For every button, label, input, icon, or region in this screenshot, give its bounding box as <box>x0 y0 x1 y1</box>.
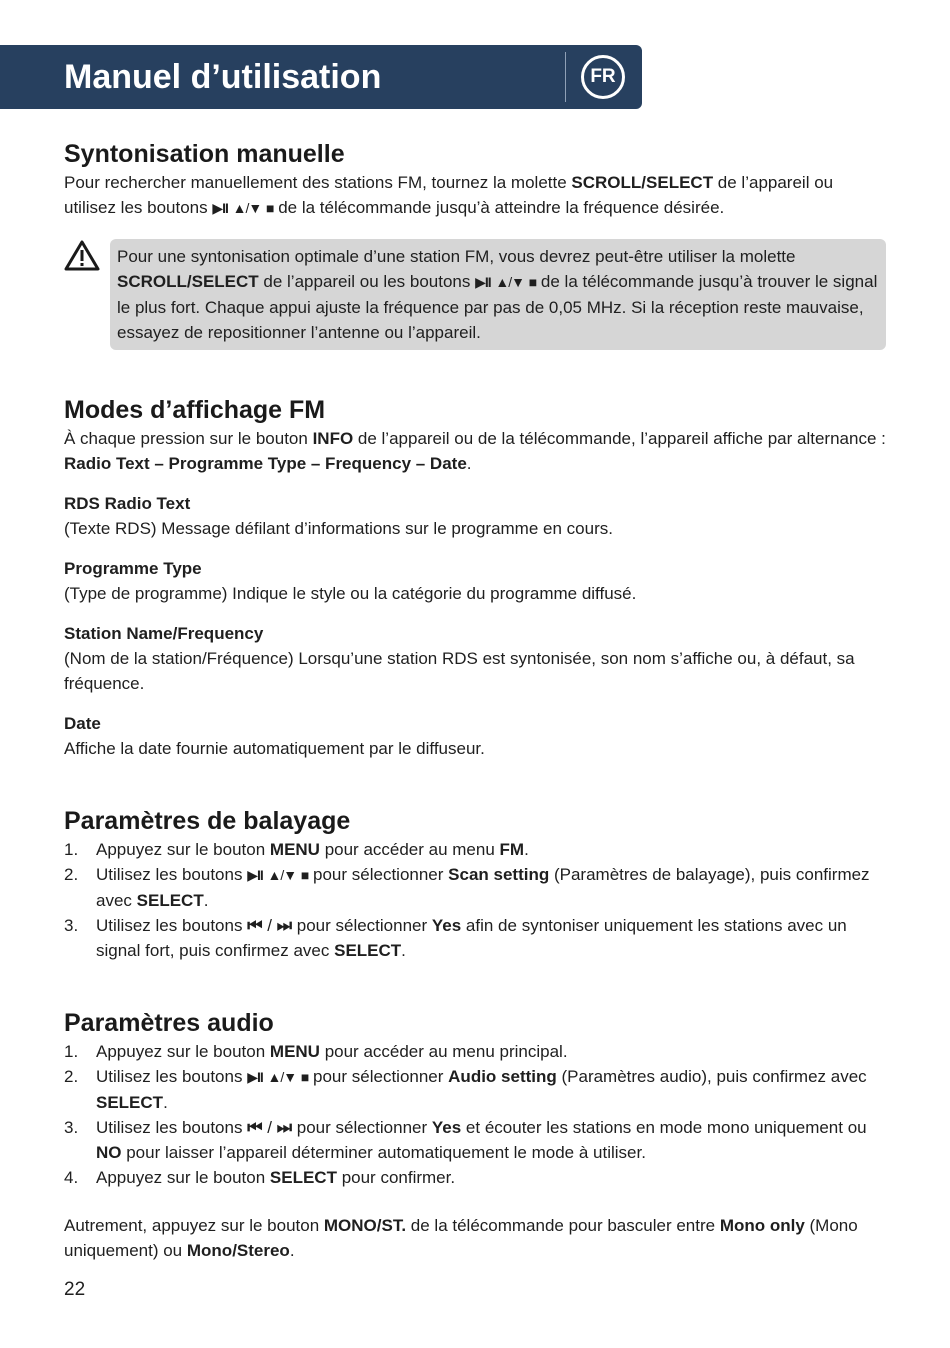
scan-steps <box>64 837 886 963</box>
up-down-icon: ▲/▼ <box>267 1069 297 1085</box>
next-track-icon: ⏭ <box>276 1118 293 1137</box>
page-number: 22 <box>64 1279 86 1300</box>
list-item: 2. Utilisez les boutons ▶II ▲/▼ ■ pour sélectionner Scan setting (Paramètres de balayage), puis confirmez avec SELECT. <box>64 865 870 910</box>
up-down-icon: ▲/▼ <box>495 274 524 290</box>
list-item: 3. Utilisez les boutons ⏮ / ⏭ pour sélectionner Yes afin de syntoniser uniquement les stations avec un signal fort, puis confirmez avec SELECT. <box>64 916 847 960</box>
stop-icon: ■ <box>300 1069 309 1085</box>
warning-box: Pour une syntonisation optimale d’une station FM, vous devrez peut-être utiliser la molette SCROLL/SELECT de l’appareil ou les boutons ▶II ▲/▼ ■ de la télécommande jusqu’à trouver le signal le plus fort. Chaque appui ajuste la fréquence par pas de 0,05 MHz. Si la réception reste mauvaise, essayez de repositionner l’antenne ou l’appareil. <box>110 239 886 350</box>
mode-description: (Nom de la station/Fréquence) Lorsqu’une station RDS est syntonisée, son nom s’affiche ou, à défaut, sa fréquence. <box>64 649 855 693</box>
prev-track-icon: ⏮ <box>247 1118 263 1137</box>
stop-icon: ■ <box>300 867 309 883</box>
stop-icon: ■ <box>528 274 537 290</box>
header-divider <box>565 52 566 102</box>
play-pause-icon: ▶II <box>475 274 491 290</box>
mode-description: (Type de programme) Indique le style ou la catégorie du programme diffusé. <box>64 584 637 603</box>
list-item: 1. Appuyez sur le bouton MENU pour accéder au menu principal. <box>64 1042 568 1061</box>
display-modes-text: À chaque pression sur le bouton INFO de l’appareil ou de la télécommande, l’appareil affiche par alternance : Radio Text – Programme Type – Frequency – Date. <box>64 429 886 473</box>
section-title-audio-settings: Paramètres audio <box>64 1009 274 1037</box>
warning-note <box>64 239 886 350</box>
mode-description: (Texte RDS) Message défilant d’informations sur le programme en cours. <box>64 519 613 538</box>
manual-tuning-text: Pour rechercher manuellement des stations FM, tournez la molette SCROLL/SELECT de l’appareil ou utilisez les boutons ▶II ▲/▼ ■ de la télécommande jusqu’à atteindre la fréquence désirée. <box>64 173 834 217</box>
mode-heading: Date <box>64 714 101 733</box>
list-item: 2. Utilisez les boutons ▶II ▲/▼ ■ pour sélectionner Audio setting (Paramètres audio), puis confirmez avec SELECT. <box>64 1067 867 1112</box>
list-item: 3. Utilisez les boutons ⏮ / ⏭ pour sélectionner Yes et écouter les stations en mode mono uniquement ou NO pour laisser l’appareil déterminer automatiquement le mode à utiliser. <box>64 1118 867 1162</box>
section-title-manual-tuning: Syntonisation manuelle <box>64 140 345 168</box>
play-pause-icon: ▶II <box>247 1069 263 1085</box>
mode-heading: Station Name/Frequency <box>64 624 264 643</box>
mono-stereo-text: Autrement, appuyez sur le bouton MONO/ST. de la télécommande pour basculer entre Mono only (Mono uniquement) ou Mono/Stereo. <box>64 1216 858 1260</box>
stop-icon: ■ <box>266 200 274 216</box>
list-item: 4. Appuyez sur le bouton SELECT pour confirmer. <box>64 1168 456 1187</box>
play-pause-icon: ▶II <box>212 200 228 216</box>
list-item: 1. Appuyez sur le bouton MENU pour accéder au menu FM. <box>64 840 529 859</box>
up-down-icon: ▲/▼ <box>267 867 297 883</box>
section-title-display-modes: Modes d’affichage FM <box>64 396 326 424</box>
mode-heading: RDS Radio Text <box>64 494 191 513</box>
next-track-icon: ⏭ <box>276 916 293 935</box>
up-down-icon: ▲/▼ <box>232 200 262 216</box>
page-content <box>64 138 886 1263</box>
prev-track-icon: ⏮ <box>247 916 263 935</box>
language-badge: FR <box>581 55 625 99</box>
play-pause-icon: ▶II <box>247 867 263 883</box>
section-title-scan-settings: Paramètres de balayage <box>64 807 351 835</box>
warning-icon <box>64 239 110 278</box>
page-title: Manuel d’utilisation <box>64 58 382 96</box>
mode-description: Affiche la date fournie automatiquement par le diffuseur. <box>64 739 485 758</box>
mode-heading: Programme Type <box>64 559 202 578</box>
audio-steps <box>64 1039 886 1190</box>
